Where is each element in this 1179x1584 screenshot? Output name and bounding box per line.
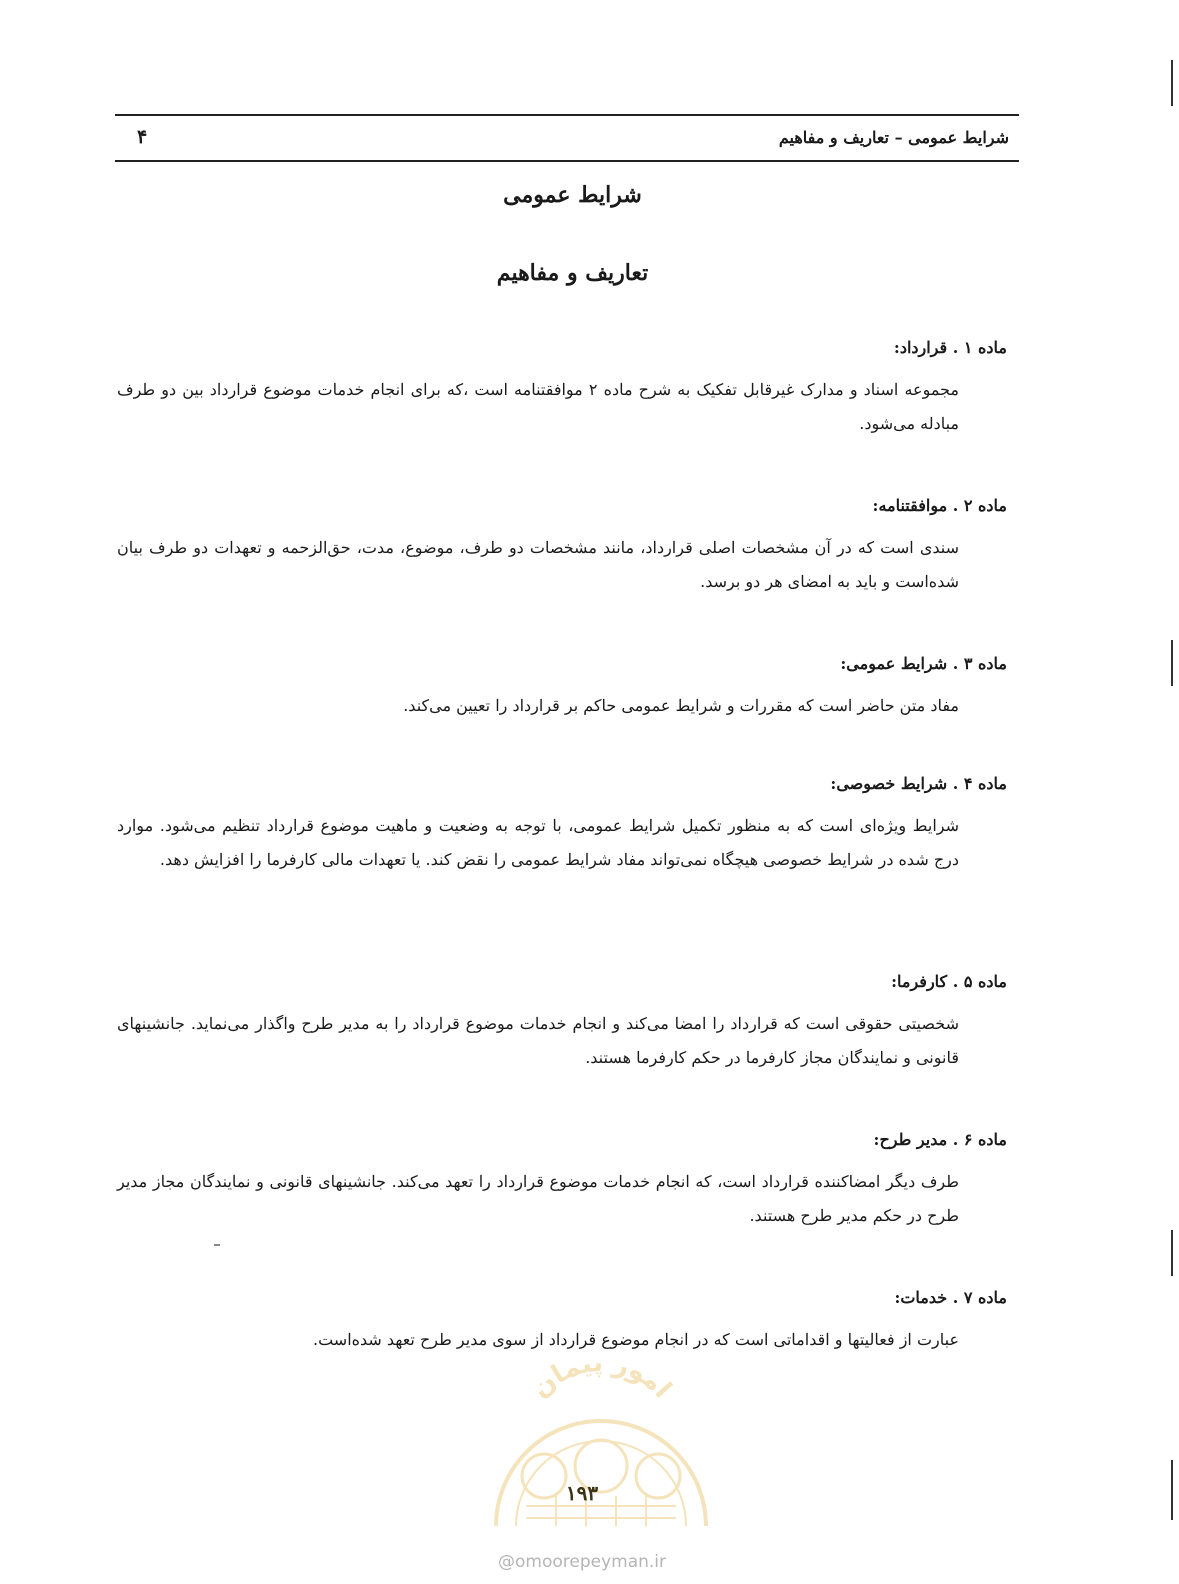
article-body: عبارت از فعالیتها و اقداماتی است که در انجام موضوع قرارداد از سوی مدیر طرح تعهد شده‌است.	[313, 1330, 959, 1349]
article-heading: ماده ۷ . خدمات:	[894, 1288, 1007, 1307]
article-body: سندی است که در آن مشخصات اصلی قرارداد، مانند مشخصات دو طرف، موضوع، مدت، حق‌الزحمه و تعهدات دو طرف بیان شده‌است و باید به امضای هر دو برسد.	[117, 538, 959, 591]
bottom-page-number: ۱۹۳	[565, 1481, 599, 1505]
scan-edge-mark	[1171, 640, 1173, 686]
article-6	[117, 1130, 1007, 1233]
svg-text:امور پیمان	[526, 1348, 677, 1404]
section-subtitle: تعاریف و مفاهیم	[496, 260, 649, 286]
article-5	[117, 972, 1007, 1075]
scan-edge-mark	[1171, 1460, 1173, 1520]
website-watermark: @omoorepeyman.ir	[497, 1552, 667, 1572]
article-body: طرف دیگر امضاکننده قرارداد است، که انجام خدمات موضوع قرارداد را تعهد می‌کند. جانشینهای قانونی و نمایندگان مجاز مدیر طرح در حکم مدیر طرح هستند.	[117, 1172, 959, 1225]
article-3	[117, 654, 1007, 723]
section-title: شرایط عمومی	[503, 182, 642, 208]
article-heading: ماده ۵ . کارفرما:	[891, 972, 1007, 991]
article-heading: ماده ۲ . موافقتنامه:	[872, 496, 1007, 515]
article-body: مفاد متن حاضر است که مقررات و شرایط عمومی حاکم بر قرارداد را تعیین می‌کند.	[403, 696, 959, 715]
page-number: ۴	[137, 126, 148, 148]
article-body: مجموعه اسناد و مدارک غیرقابل تفکیک به شرح ماده ۲ موافقتنامه است ،که برای انجام خدمات موضوع قرارداد بین دو طرف مبادله می‌شود.	[117, 380, 960, 433]
article-body: شرایط ویژه‌ای است که به منظور تکمیل شرایط عمومی، با توجه به وضعیت و ماهیت موضوع قرارداد تنظیم می‌شود. موارد درج شده در شرایط خصوصی هیچگاه نمی‌تواند مفاد شرایط عمومی را نقض کند. یا تعهدات مالی کارفرما را افزایش دهد.	[117, 816, 959, 869]
running-header	[115, 114, 1019, 162]
article-heading: ماده ۴ . شرایط خصوصی:	[830, 774, 1007, 793]
article-body: شخصیتی حقوقی است که قرارداد را امضا می‌کند و انجام خدمات موضوع قرارداد را به مدیر طرح واگذار می‌نماید. جانشینهای قانونی و نمایندگان مجاز کارفرما در حکم کارفرما هستند.	[117, 1014, 959, 1067]
scan-edge-mark	[1171, 60, 1173, 106]
article-2	[117, 496, 1007, 599]
article-heading: ماده ۳ . شرایط عمومی:	[840, 654, 1007, 673]
article-heading: ماده ۱ . قرارداد:	[893, 338, 1007, 357]
scan-edge-mark	[1171, 1230, 1173, 1276]
watermark-text: امور پیمان	[525, 1347, 678, 1405]
running-title: شرایط عمومی – تعاریف و مفاهیم	[778, 128, 1009, 147]
article-1	[117, 338, 1007, 441]
scan-edge	[1170, 0, 1173, 1584]
article-4	[117, 774, 1007, 877]
article-heading: ماده ۶ . مدیر طرح:	[873, 1130, 1007, 1149]
scan-speck	[214, 1244, 220, 1246]
